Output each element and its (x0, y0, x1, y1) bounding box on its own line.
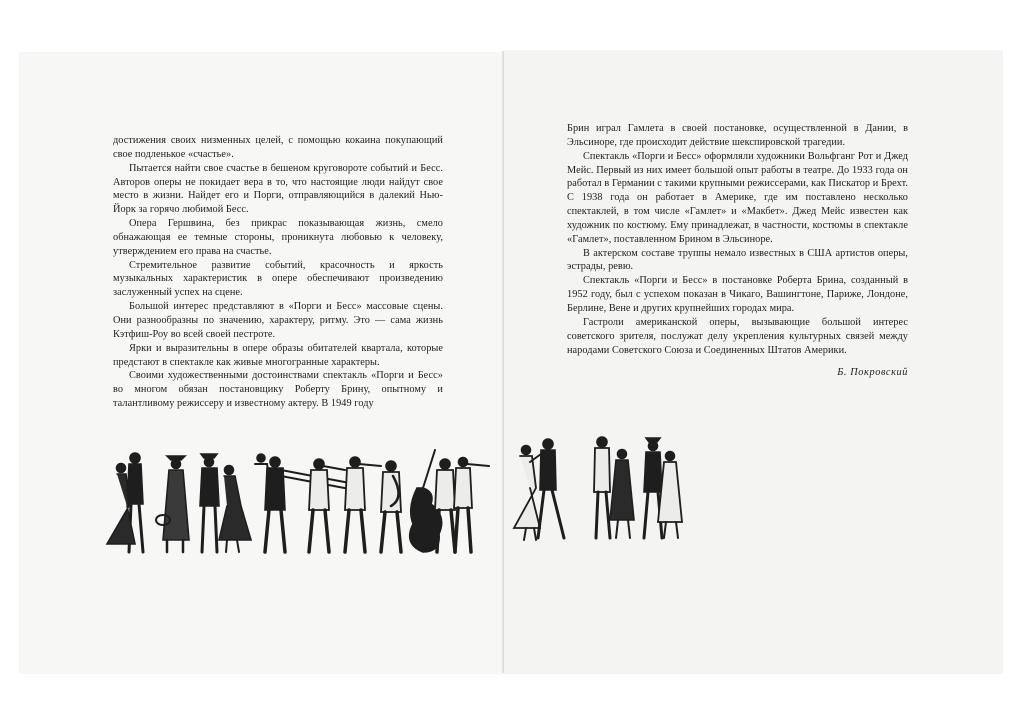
dancing-couple-figure (107, 453, 143, 552)
paragraph: Большой интерес представляют в «Порги и Бесс» массовые сцены. Они разнообразны по значению, характеру, ритму. Это — сама жизнь Кэтфиш-Роу во всей своей пестроте. (113, 301, 443, 340)
paragraph: Опера Гершвина, без прикрас показывающая жизнь, смело обнажающая ее темные стороны, проникнута любовью к человеку, утверждением его права на счастье. (113, 218, 443, 257)
paragraph: Пытается найти свое счастье в бешеном круговороте событий и Бесс. Авторов оперы не покидает вера в то, что настоящие люди найдут свое место в жизни. Найдет его и Порги, отправляющийся в далекий Нью-Йорк за горячо любимой Бесс. (113, 162, 443, 216)
paragraph: Стремительное развитие событий, красочность и яркость музыкальных характеристик в опере обеспечивают произведению заслуженный успех на сцене. (113, 259, 443, 299)
double-bass-figure (410, 450, 455, 552)
saxophone-player-figure (381, 461, 401, 552)
paragraph: В актерском составе труппы немало известных в США артистов оперы, эстрады, ревю. (567, 247, 908, 273)
dancing-couple-figure (594, 437, 634, 538)
author-signature: Б. Покровский (837, 367, 908, 379)
paragraph: Своими художественными достоинствами спектакль «Порги и Бесс» во многом обязан постановщику Роберту Брину, опытному и талантливому режиссеру и известному актеру. В 1949 году (113, 370, 443, 410)
illustration-couples-and-band (105, 448, 490, 558)
left-page-text (113, 134, 443, 411)
woman-with-basket-figure (156, 456, 189, 552)
paragraph: Гастроли американской оперы, вызывающие большой интерес советского зрителя, послужат делу укрепления культурных связей между народами Советского Союза и Соединенных Штатов Америки. (567, 316, 908, 356)
dancing-couple-figure (514, 439, 564, 540)
clarinet-player-figure (454, 458, 489, 553)
paragraph: Брин играл Гамлета в своей постановке, осуществленной в Дании, в Эльсиноре, где происходит действие шекспировской трагедии. (567, 123, 908, 148)
paragraph: Спектакль «Порги и Бесс» в постановке Роберта Брина, созданный в 1952 году, был с успехом показан в Чикаго, Вашингтоне, Париже, Лондоне, Берлине, Вене и других крупнейших городах мира. (567, 275, 908, 314)
paragraph: Ярки и выразительны в опере образы обитателей квартала, которые предстают в спектакле как живые многогранные характеры. (113, 342, 443, 368)
paragraph: достижения своих низменных целей, с помощью кокаина покупающий свое подленькое «счастье». (113, 135, 443, 160)
trumpet-player-figure (309, 459, 345, 552)
paragraph: Спектакль «Порги и Бесс» оформляли художники Вольфганг Рот и Джед Мейс. Первый из них имеет большой опыт работы в театре. До 1933 года он работал в Германии с такими крупными режиссерами, как Пискатор и Брехт. С 1938 года он работает в Америке, где им поставлено несколько спектаклей, в том числе «Гамлет» и «Макбет». Джед Мейс известен как художник по костюму. Ему принадлежат, в частности, костюмы в спектакле «Гамлет», поставленном Брином в Эльсиноре. (567, 150, 908, 245)
embracing-couple-figure (200, 454, 251, 552)
trumpet-player-figure (345, 457, 381, 552)
dancing-couple-figure (644, 438, 682, 538)
illustration-dancing-couples (510, 432, 685, 542)
right-page-text (567, 122, 908, 380)
